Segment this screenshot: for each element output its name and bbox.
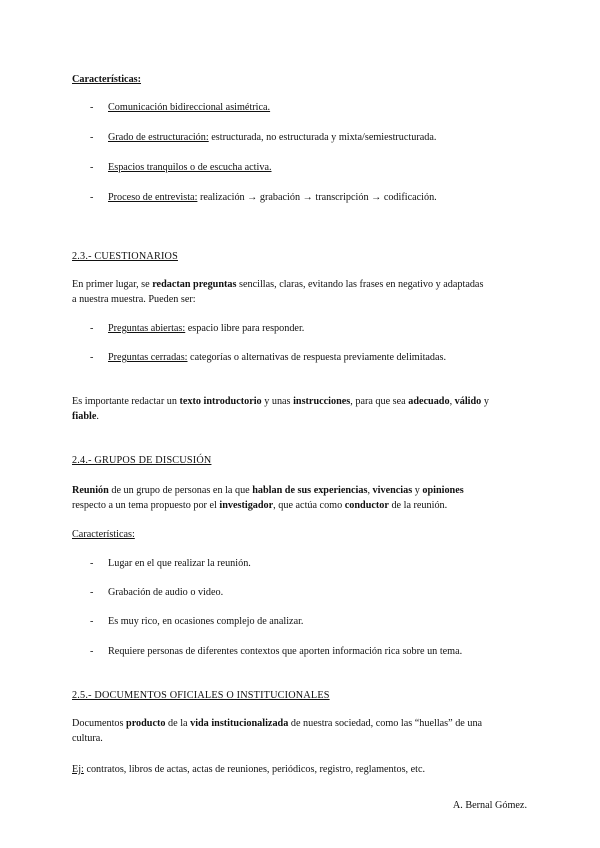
bold-text: producto [126, 718, 166, 729]
bullet-dash: - [90, 558, 94, 569]
caracteristicas-title: Características: [72, 74, 142, 85]
bullet-dash: - [90, 646, 94, 657]
bold-text: texto introductorio [179, 396, 262, 407]
bold-text: instrucciones [293, 396, 351, 407]
text: y [481, 396, 489, 407]
bold-text: opiniones [422, 485, 464, 496]
bullet-dash: - [90, 162, 94, 173]
bullet-dash: - [90, 352, 94, 363]
list-item-label: Proceso de entrevista: [108, 192, 198, 203]
bold-text: hablan de sus experiencias [252, 485, 368, 496]
text: sencillas, claras, evitando las frases en negativo y adaptadas [236, 279, 484, 290]
paragraph [72, 483, 528, 513]
list-item-text: estructurada, no estructurada y mixta/semiestructurada. [208, 132, 437, 143]
example-label: Ej: [72, 764, 84, 775]
bold-text: vivencias [372, 485, 413, 496]
text: cultura. [72, 733, 103, 744]
text: a nuestra muestra. Pueden ser: [72, 294, 196, 305]
section-heading-grupos-discusion: 2.4.- GRUPOS DE DISCUSIÓN [72, 455, 212, 466]
text: , [449, 396, 455, 407]
list-item-label: Grado de estructuración: [108, 132, 209, 143]
list-item-label: Preguntas abiertas: [108, 323, 186, 334]
bullet-dash: - [90, 616, 94, 627]
bullet-dash: - [90, 192, 94, 203]
bold-text: válido [454, 396, 482, 407]
bullet-dash: - [90, 102, 94, 113]
bullet-dash: - [90, 323, 94, 334]
example-line [72, 762, 425, 777]
text: . [96, 411, 99, 422]
subheading-caracteristicas: Características: [72, 529, 135, 540]
list-item-text: Grabación de audio o video. [108, 587, 224, 598]
text: y unas [261, 396, 294, 407]
text: de la reunión. [388, 500, 448, 511]
bold-text: Reunión [72, 485, 109, 496]
text: de un grupo de personas en la que [108, 485, 253, 496]
bold-text: investigador [219, 500, 274, 511]
list-item-text: Requiere personas de diferentes contextos que aporten información rica sobre un tema. [108, 646, 463, 657]
text: , para que sea [350, 396, 409, 407]
list-item-text: categorías o alternativas de respuesta previamente delimitadas. [187, 352, 447, 363]
bullet-dash: - [90, 132, 94, 143]
text: , que actúa como [273, 500, 345, 511]
bold-text: fiable [72, 411, 97, 422]
list-item-label: Espacios tranquilos o de escucha activa. [108, 162, 272, 173]
bold-text: vida institucionalizada [190, 718, 289, 729]
text: Documentos [72, 718, 127, 729]
text: , [367, 485, 373, 496]
list-item-text: espacio libre para responder. [185, 323, 305, 334]
bold-text: redactan preguntas [152, 279, 237, 290]
bold-text: conductor [344, 500, 389, 511]
list-item-label: Comunicación bidireccional asimétrica. [108, 102, 271, 113]
paragraph [72, 716, 528, 746]
author-signature: A. Bernal Gómez. [452, 800, 527, 811]
text: respecto a un tema propuesto por el [72, 500, 220, 511]
list-item-text: Es muy rico, en ocasiones complejo de analizar. [108, 616, 304, 627]
list-item-text: Lugar en el que realizar la reunión. [108, 558, 251, 569]
section-heading-cuestionarios: 2.3.- CUESTIONARIOS [72, 251, 178, 262]
text: y [412, 485, 423, 496]
section-heading-documentos: 2.5.- DOCUMENTOS OFICIALES O INSTITUCIONALES [72, 690, 330, 701]
paragraph [72, 394, 528, 424]
list-item-label: Preguntas cerradas: [108, 352, 188, 363]
text: de nuestra sociedad, como las “huellas” de una [288, 718, 483, 729]
example-text: contratos, libros de actas, actas de reuniones, periódicos, registro, reglamentos, etc. [83, 764, 426, 775]
list-item-text: realización → grabación → transcripción → codificación. [197, 192, 437, 203]
bold-text: adecuado [408, 396, 450, 407]
text: Es importante redactar un [72, 396, 180, 407]
bullet-dash: - [90, 587, 94, 598]
text: de la [165, 718, 191, 729]
paragraph [72, 277, 528, 307]
text: En primer lugar, se [72, 279, 153, 290]
